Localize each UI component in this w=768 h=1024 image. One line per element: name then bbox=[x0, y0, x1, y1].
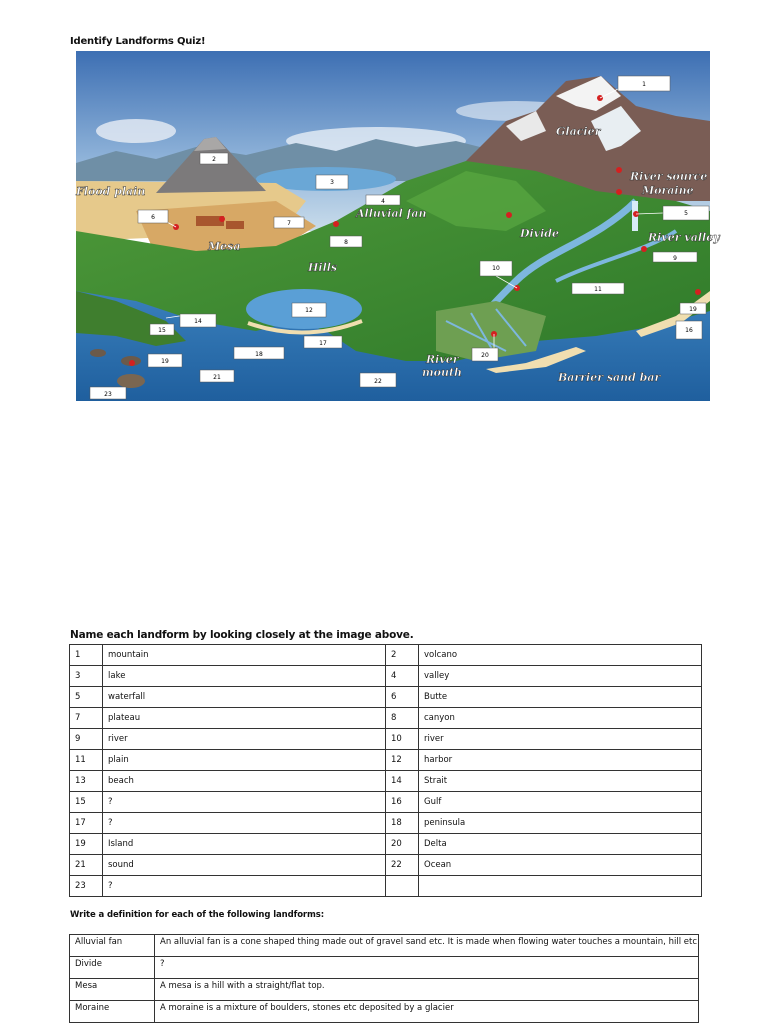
answer-text[interactable]: ? bbox=[103, 792, 386, 813]
answer-row bbox=[70, 729, 702, 750]
answer-number: 3 bbox=[70, 666, 103, 687]
svg-text:11: 11 bbox=[594, 286, 602, 293]
svg-text:20: 20 bbox=[481, 352, 489, 359]
label-box-13 bbox=[680, 303, 706, 314]
answer-row bbox=[70, 708, 702, 729]
svg-text:23: 23 bbox=[104, 391, 112, 398]
landforms-illustration bbox=[76, 51, 720, 401]
barrier-sand-bar-word: Barrier sand bar bbox=[558, 371, 661, 384]
answer-row bbox=[70, 771, 702, 792]
answer-row bbox=[70, 666, 702, 687]
answer-text[interactable]: canyon bbox=[419, 708, 702, 729]
label-box-7 bbox=[274, 217, 304, 228]
definition-term: Divide bbox=[70, 957, 155, 979]
label-box-14 bbox=[180, 314, 216, 327]
label-box-21 bbox=[200, 370, 234, 382]
answer-number: 17 bbox=[70, 813, 103, 834]
answer-number: 12 bbox=[386, 750, 419, 771]
answer-number: 4 bbox=[386, 666, 419, 687]
answer-text[interactable]: plateau bbox=[103, 708, 386, 729]
moraine-word: Moraine bbox=[642, 184, 694, 197]
definition-term: Mesa bbox=[70, 979, 155, 1001]
answer-number: 13 bbox=[70, 771, 103, 792]
river-valley-word: River valley bbox=[648, 231, 720, 244]
answer-row bbox=[70, 876, 702, 897]
definition-text[interactable]: A mesa is a hill with a straight/flat top. bbox=[155, 979, 699, 1001]
label-box-18 bbox=[234, 347, 284, 359]
answer-number: 15 bbox=[70, 792, 103, 813]
glacier-word: Glacier bbox=[556, 125, 601, 138]
alluvial-fan-word: Alluvial fan bbox=[356, 207, 427, 220]
label-box-16 bbox=[676, 321, 702, 339]
label-box-9 bbox=[653, 252, 697, 262]
answer-text[interactable]: ? bbox=[103, 876, 386, 897]
answer-number: 9 bbox=[70, 729, 103, 750]
answer-number: 19 bbox=[70, 834, 103, 855]
definition-row bbox=[70, 1001, 699, 1023]
answer-text[interactable]: Ocean bbox=[419, 855, 702, 876]
answer-text[interactable]: Delta bbox=[419, 834, 702, 855]
label-box-22 bbox=[360, 373, 396, 387]
label-box-3 bbox=[316, 175, 348, 189]
answer-number: 7 bbox=[70, 708, 103, 729]
svg-text:10: 10 bbox=[492, 265, 500, 272]
definition-term: Alluvial fan bbox=[70, 935, 155, 957]
answer-text[interactable]: lake bbox=[103, 666, 386, 687]
svg-text:21: 21 bbox=[213, 374, 221, 381]
svg-text:7: 7 bbox=[287, 220, 291, 227]
answer-text[interactable]: river bbox=[103, 729, 386, 750]
answer-number: 11 bbox=[70, 750, 103, 771]
svg-text:1: 1 bbox=[642, 81, 646, 88]
answer-number: 6 bbox=[386, 687, 419, 708]
svg-text:12: 12 bbox=[305, 307, 313, 314]
answer-text[interactable] bbox=[419, 876, 702, 897]
label-box-11 bbox=[572, 283, 624, 294]
label-box-2 bbox=[200, 153, 228, 164]
hills-word: Hills bbox=[308, 261, 338, 274]
answer-number: 20 bbox=[386, 834, 419, 855]
river-source-word: River source bbox=[630, 170, 708, 183]
answer-row bbox=[70, 750, 702, 771]
definition-term: Moraine bbox=[70, 1001, 155, 1023]
answer-text[interactable]: peninsula bbox=[419, 813, 702, 834]
answer-text[interactable]: plain bbox=[103, 750, 386, 771]
answer-number: 21 bbox=[70, 855, 103, 876]
answer-number: 22 bbox=[386, 855, 419, 876]
label-box-12 bbox=[292, 303, 326, 317]
answer-text[interactable]: river bbox=[419, 729, 702, 750]
answer-number bbox=[386, 876, 419, 897]
answer-text[interactable]: harbor bbox=[419, 750, 702, 771]
label-box-15 bbox=[150, 324, 174, 335]
answer-number: 1 bbox=[70, 645, 103, 666]
answer-number: 8 bbox=[386, 708, 419, 729]
svg-text:6: 6 bbox=[151, 214, 155, 221]
svg-text:17: 17 bbox=[319, 340, 327, 347]
svg-text:15: 15 bbox=[158, 327, 166, 334]
answer-text[interactable]: Island bbox=[103, 834, 386, 855]
answer-text[interactable]: mountain bbox=[103, 645, 386, 666]
label-box-4 bbox=[366, 195, 400, 205]
answer-number: 14 bbox=[386, 771, 419, 792]
answer-row bbox=[70, 687, 702, 708]
svg-text:4: 4 bbox=[381, 198, 385, 205]
answer-number: 18 bbox=[386, 813, 419, 834]
answer-text[interactable]: volcano bbox=[419, 645, 702, 666]
label-box-10 bbox=[480, 261, 512, 276]
label-box-19 bbox=[148, 354, 182, 367]
definition-row bbox=[70, 935, 699, 957]
svg-text:2: 2 bbox=[212, 156, 216, 163]
svg-text:19: 19 bbox=[689, 306, 697, 313]
answer-text[interactable]: Gulf bbox=[419, 792, 702, 813]
answer-number: 10 bbox=[386, 729, 419, 750]
svg-text:22: 22 bbox=[374, 378, 382, 385]
svg-text:3: 3 bbox=[330, 179, 334, 186]
answer-row bbox=[70, 645, 702, 666]
definition-row bbox=[70, 957, 699, 979]
flood-plain-word: Flood plain bbox=[76, 185, 146, 198]
answer-text[interactable]: ? bbox=[103, 813, 386, 834]
svg-text:8: 8 bbox=[344, 239, 348, 246]
definitions-heading: Write a definition for each of the following landforms: bbox=[70, 910, 325, 920]
answer-text[interactable]: Butte bbox=[419, 687, 702, 708]
answers-heading: Name each landform by looking closely at the image above. bbox=[70, 629, 414, 641]
svg-text:16: 16 bbox=[685, 327, 693, 334]
mesa-word: Mesa bbox=[208, 240, 241, 253]
label-box-8 bbox=[330, 236, 362, 247]
answer-row bbox=[70, 792, 702, 813]
river-mouth-word-2: mouth bbox=[422, 366, 463, 379]
answer-text[interactable]: sound bbox=[103, 855, 386, 876]
answer-row bbox=[70, 834, 702, 855]
svg-text:5: 5 bbox=[684, 210, 688, 217]
divide-word: Divide bbox=[520, 227, 559, 240]
answer-number: 2 bbox=[386, 645, 419, 666]
answer-text[interactable]: valley bbox=[419, 666, 702, 687]
answers-table bbox=[69, 644, 702, 897]
label-box-6 bbox=[138, 210, 168, 223]
answer-text[interactable]: Strait bbox=[419, 771, 702, 792]
label-box-5 bbox=[663, 206, 709, 220]
answer-number: 5 bbox=[70, 687, 103, 708]
definition-text[interactable]: An alluvial fan is a cone shaped thing made out of gravel sand etc. It is made when flowing water touches a mountain, hill etc bbox=[155, 935, 699, 957]
definition-row bbox=[70, 979, 699, 1001]
definitions-table bbox=[69, 934, 699, 1023]
svg-text:14: 14 bbox=[194, 318, 202, 325]
label-box-23 bbox=[90, 387, 126, 399]
answer-number: 16 bbox=[386, 792, 419, 813]
definition-text[interactable]: A moraine is a mixture of boulders, stones etc deposited by a glacier bbox=[155, 1001, 699, 1023]
river-mouth-word-1: River bbox=[426, 353, 459, 366]
page-title: Identify Landforms Quiz! bbox=[70, 36, 206, 47]
label-box-1 bbox=[618, 76, 670, 91]
label-box-20 bbox=[472, 348, 498, 361]
definition-text[interactable]: ? bbox=[155, 957, 699, 979]
svg-text:18: 18 bbox=[255, 351, 263, 358]
answer-row bbox=[70, 813, 702, 834]
answer-text[interactable]: waterfall bbox=[103, 687, 386, 708]
svg-text:19: 19 bbox=[161, 358, 169, 365]
answer-text[interactable]: beach bbox=[103, 771, 386, 792]
label-box-17 bbox=[304, 336, 342, 348]
answer-number: 23 bbox=[70, 876, 103, 897]
svg-text:9: 9 bbox=[673, 255, 677, 262]
answer-row bbox=[70, 855, 702, 876]
